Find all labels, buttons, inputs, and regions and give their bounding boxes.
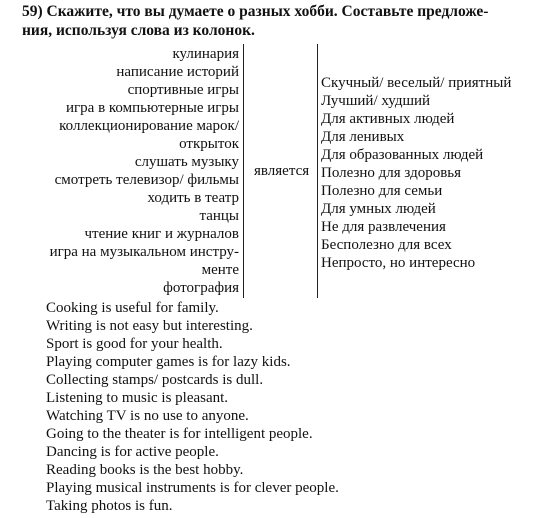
column-divider-left (243, 44, 244, 298)
opinion-item: Не для развлечения (321, 219, 446, 235)
exercise-title (22, 2, 542, 40)
hobby-item: ходить в театр (147, 190, 239, 206)
answer-sentence: Watching TV is no use to anyone. (46, 408, 249, 424)
exercise-title-line-2: ния, используя слова из колонок. (22, 22, 255, 39)
hobby-item: коллекционирование марок/ (59, 118, 239, 134)
hobby-item: спортивные игры (127, 82, 239, 98)
opinion-item: Скучный/ веселый/ приятный (321, 75, 512, 91)
hobby-item: написание историй (116, 64, 239, 80)
answer-sentence: Listening to music is pleasant. (46, 390, 229, 406)
opinion-item: Для образованных людей (321, 147, 484, 163)
opinion-item: Для умных людей (321, 201, 436, 217)
answer-sentence: Writing is not easy but interesting. (46, 318, 253, 334)
answer-sentence: Playing computer games is for lazy kids. (46, 354, 291, 370)
opinion-item: Для ленивых (321, 129, 405, 145)
answer-sentence: Collecting stamps/ postcards is dull. (46, 372, 264, 388)
hobby-item: фотография (163, 280, 239, 296)
answer-sentence: Dancing is for active people. (46, 444, 219, 460)
opinion-item: Непросто, но интересно (321, 255, 476, 271)
hobby-item: игра на музыкальном инстру- (49, 244, 239, 260)
answer-sentence: Going to the theater is for intelligent people. (46, 426, 313, 442)
hobby-item: слушать музыку (134, 154, 239, 170)
opinion-item: Полезно для семьи (321, 183, 443, 199)
answer-sentence: Playing musical instruments is for clever people. (46, 480, 339, 496)
answer-sentence: Cooking is useful for family. (46, 300, 219, 316)
hobby-item: игра в компьютерные игры (65, 100, 239, 116)
answer-sentence: Reading books is the best hobby. (46, 462, 244, 478)
answer-sentence: Taking photos is fun. (46, 498, 173, 514)
hobby-item: кулинария (172, 46, 239, 62)
opinion-item: Лучший/ худший (321, 93, 431, 109)
exercise-title-line-1: 59) Скажите, что вы думаете о разных хобби. Составьте предложе- (22, 3, 489, 20)
answer-sentence: Sport is good for your health. (46, 336, 223, 352)
hobby-item: танцы (199, 208, 239, 224)
hobby-item: менте (201, 262, 239, 278)
opinion-item: Для активных людей (321, 111, 455, 127)
hobby-item: открыток (179, 136, 239, 152)
hobbies-column (0, 45, 239, 297)
hobby-item: чтение книг и журналов (84, 226, 239, 242)
linking-verb: является (254, 163, 310, 179)
opinion-item: Полезно для здоровья (321, 165, 462, 181)
opinion-item: Бесполезно для всех (321, 237, 452, 253)
hobby-item: смотреть телевизор/ фильмы (54, 172, 239, 188)
opinions-column (321, 74, 546, 272)
answer-sentences (46, 299, 546, 515)
column-divider-right (317, 44, 318, 298)
